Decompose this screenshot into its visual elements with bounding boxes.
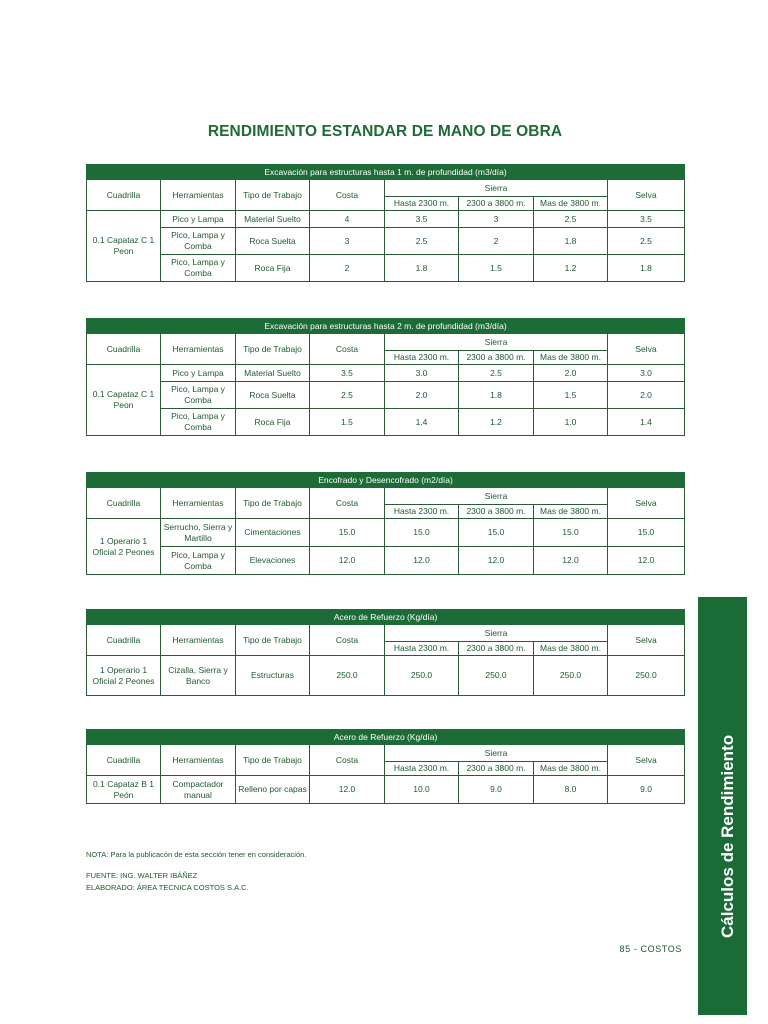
costa-cell: 3 <box>310 228 385 255</box>
sierra-mas-3800-cell: 1.0 <box>534 409 608 436</box>
costa-cell: 12.0 <box>310 547 385 575</box>
table-row <box>87 519 685 547</box>
header-sierra-mas-3800: Mas de 3800 m. <box>534 642 608 656</box>
sierra-mas-3800-cell: 8.0 <box>534 776 608 804</box>
header-costa: Costa <box>310 745 385 776</box>
header-sierra: Sierra <box>385 745 608 762</box>
header-sierra-mas-3800: Mas de 3800 m. <box>534 505 608 519</box>
header-sierra-mas-3800: Mas de 3800 m. <box>534 197 608 211</box>
tipo-trabajo-cell: Elevaciones <box>236 547 310 575</box>
header-tipo-trabajo: Tipo de Trabajo <box>236 180 310 211</box>
rendimiento-table <box>86 472 685 575</box>
header-sierra: Sierra <box>385 180 608 197</box>
header-sierra-hasta-2300: Hasta 2300 m. <box>385 351 459 365</box>
header-sierra-hasta-2300: Hasta 2300 m. <box>385 642 459 656</box>
tipo-trabajo-cell: Estructuras <box>236 656 310 696</box>
sierra-2300-3800-cell: 9.0 <box>459 776 534 804</box>
sierra-hasta-2300-cell: 3.0 <box>385 365 459 382</box>
header-cuadrilla: Cuadrilla <box>87 488 161 519</box>
herramientas-cell: Pico, Lampa y Comba <box>161 409 236 436</box>
cuadrilla-cell: 0.1 Capataz C 1 Peon <box>87 365 161 436</box>
herramientas-cell: Pico y Lampa <box>161 211 236 228</box>
header-sierra-2300-3800: 2300 a 3800 m. <box>459 197 534 211</box>
cuadrilla-cell: 1 Operario 1 Oficial 2 Peones <box>87 656 161 696</box>
header-sierra-hasta-2300: Hasta 2300 m. <box>385 197 459 211</box>
page-number: 85 - COSTOS <box>619 944 682 954</box>
header-sierra-mas-3800: Mas de 3800 m. <box>534 351 608 365</box>
page-title: RENDIMIENTO ESTANDAR DE MANO DE OBRA <box>207 123 563 140</box>
selva-cell: 2.0 <box>608 382 685 409</box>
header-cuadrilla: Cuadrilla <box>87 625 161 656</box>
header-costa: Costa <box>310 488 385 519</box>
sierra-hasta-2300-cell: 1.4 <box>385 409 459 436</box>
selva-cell: 1.8 <box>608 255 685 282</box>
header-cuadrilla: Cuadrilla <box>87 334 161 365</box>
table-row <box>87 382 685 409</box>
table-title: Acero de Refuerzo (Kg/día) <box>87 610 685 625</box>
header-cuadrilla: Cuadrilla <box>87 745 161 776</box>
selva-cell: 1.4 <box>608 409 685 436</box>
header-costa: Costa <box>310 180 385 211</box>
header-selva: Selva <box>608 625 685 656</box>
sierra-hasta-2300-cell: 12.0 <box>385 547 459 575</box>
sierra-mas-3800-cell: 250.0 <box>534 656 608 696</box>
header-herramientas: Herramientas <box>161 745 236 776</box>
table-row <box>87 409 685 436</box>
selva-cell: 3.5 <box>608 211 685 228</box>
sierra-mas-3800-cell: 2.0 <box>534 365 608 382</box>
costa-cell: 12.0 <box>310 776 385 804</box>
selva-cell: 250.0 <box>608 656 685 696</box>
cuadrilla-cell: 0.1 Capataz B 1 Peón <box>87 776 161 804</box>
sierra-mas-3800-cell: 1.8 <box>534 228 608 255</box>
header-herramientas: Herramientas <box>161 625 236 656</box>
selva-cell: 15.0 <box>608 519 685 547</box>
side-tab-label: Cálculos de Rendimiento <box>718 734 737 938</box>
header-sierra: Sierra <box>385 488 608 505</box>
selva-cell: 3.0 <box>608 365 685 382</box>
rendimiento-table <box>86 318 685 436</box>
costa-cell: 2 <box>310 255 385 282</box>
sierra-2300-3800-cell: 2 <box>459 228 534 255</box>
sierra-hasta-2300-cell: 2.0 <box>385 382 459 409</box>
costa-cell: 250.0 <box>310 656 385 696</box>
selva-cell: 9.0 <box>608 776 685 804</box>
sierra-hasta-2300-cell: 250.0 <box>385 656 459 696</box>
selva-cell: 12.0 <box>608 547 685 575</box>
note-text: NOTA: Para la publicacón de esta sección tener en consideración. <box>86 850 307 859</box>
table-row <box>87 776 685 804</box>
tipo-trabajo-cell: Roca Fija <box>236 409 310 436</box>
table-row <box>87 228 685 255</box>
sierra-hasta-2300-cell: 2.5 <box>385 228 459 255</box>
herramientas-cell: Pico, Lampa y Comba <box>161 547 236 575</box>
costa-cell: 2.5 <box>310 382 385 409</box>
source-text: FUENTE: ING. WALTER IBÁÑEZ <box>86 871 198 880</box>
sierra-2300-3800-cell: 15.0 <box>459 519 534 547</box>
table-title: Excavación para estructuras hasta 2 m. de profundidad (m3/día) <box>87 319 685 334</box>
herramientas-cell: Compactador manual <box>161 776 236 804</box>
sierra-mas-3800-cell: 1.2 <box>534 255 608 282</box>
sierra-2300-3800-cell: 12.0 <box>459 547 534 575</box>
costa-cell: 15.0 <box>310 519 385 547</box>
herramientas-cell: Pico, Lampa y Comba <box>161 382 236 409</box>
costa-cell: 4 <box>310 211 385 228</box>
header-selva: Selva <box>608 745 685 776</box>
cuadrilla-cell: 0.1 Capataz C 1 Peon <box>87 211 161 282</box>
herramientas-cell: Pico y Lampa <box>161 365 236 382</box>
selva-cell: 2.5 <box>608 228 685 255</box>
header-sierra-mas-3800: Mas de 3800 m. <box>534 762 608 776</box>
header-sierra: Sierra <box>385 625 608 642</box>
sierra-hasta-2300-cell: 1.8 <box>385 255 459 282</box>
rendimiento-table <box>86 729 685 804</box>
header-herramientas: Herramientas <box>161 488 236 519</box>
herramientas-cell: Serrucho, Sierra y Martillo <box>161 519 236 547</box>
header-tipo-trabajo: Tipo de Trabajo <box>236 488 310 519</box>
header-sierra-2300-3800: 2300 a 3800 m. <box>459 762 534 776</box>
sierra-2300-3800-cell: 1.8 <box>459 382 534 409</box>
table-row <box>87 211 685 228</box>
header-tipo-trabajo: Tipo de Trabajo <box>236 745 310 776</box>
herramientas-cell: Pico, Lampa y Comba <box>161 228 236 255</box>
sierra-mas-3800-cell: 2.5 <box>534 211 608 228</box>
header-tipo-trabajo: Tipo de Trabajo <box>236 334 310 365</box>
tipo-trabajo-cell: Roca Fija <box>236 255 310 282</box>
elaborated-by-text: ELABORADO: ÁREA TECNICA COSTOS S.A.C. <box>86 883 249 892</box>
tipo-trabajo-cell: Roca Suelta <box>236 382 310 409</box>
header-sierra-hasta-2300: Hasta 2300 m. <box>385 505 459 519</box>
sierra-hasta-2300-cell: 10.0 <box>385 776 459 804</box>
header-costa: Costa <box>310 334 385 365</box>
sierra-2300-3800-cell: 2.5 <box>459 365 534 382</box>
table-row <box>87 255 685 282</box>
header-selva: Selva <box>608 334 685 365</box>
sierra-hasta-2300-cell: 15.0 <box>385 519 459 547</box>
header-costa: Costa <box>310 625 385 656</box>
header-herramientas: Herramientas <box>161 334 236 365</box>
sierra-hasta-2300-cell: 3.5 <box>385 211 459 228</box>
table-row <box>87 365 685 382</box>
costa-cell: 3.5 <box>310 365 385 382</box>
sierra-2300-3800-cell: 1.5 <box>459 255 534 282</box>
header-sierra-2300-3800: 2300 a 3800 m. <box>459 351 534 365</box>
herramientas-cell: Pico, Lampa y Comba <box>161 255 236 282</box>
header-sierra-2300-3800: 2300 a 3800 m. <box>459 642 534 656</box>
header-herramientas: Herramientas <box>161 180 236 211</box>
header-cuadrilla: Cuadrilla <box>87 180 161 211</box>
herramientas-cell: Cizalla, Sierra y Banco <box>161 656 236 696</box>
sierra-2300-3800-cell: 3 <box>459 211 534 228</box>
sierra-mas-3800-cell: 1.5 <box>534 382 608 409</box>
header-sierra-hasta-2300: Hasta 2300 m. <box>385 762 459 776</box>
table-title: Excavación para estructuras hasta 1 m. de profundidad (m3/día) <box>87 165 685 180</box>
header-sierra-2300-3800: 2300 a 3800 m. <box>459 505 534 519</box>
sierra-mas-3800-cell: 12.0 <box>534 547 608 575</box>
sierra-2300-3800-cell: 1.2 <box>459 409 534 436</box>
sierra-mas-3800-cell: 15.0 <box>534 519 608 547</box>
tipo-trabajo-cell: Relleno por capas <box>236 776 310 804</box>
header-sierra: Sierra <box>385 334 608 351</box>
table-title: Acero de Refuerzo (Kg/día) <box>87 730 685 745</box>
table-row <box>87 656 685 696</box>
tipo-trabajo-cell: Cimentaciones <box>236 519 310 547</box>
tipo-trabajo-cell: Roca Suelta <box>236 228 310 255</box>
sierra-2300-3800-cell: 250.0 <box>459 656 534 696</box>
costa-cell: 1.5 <box>310 409 385 436</box>
rendimiento-table <box>86 609 685 696</box>
tipo-trabajo-cell: Material Suelto <box>236 365 310 382</box>
header-selva: Selva <box>608 488 685 519</box>
section-side-tab <box>698 597 747 1015</box>
header-tipo-trabajo: Tipo de Trabajo <box>236 625 310 656</box>
header-selva: Selva <box>608 180 685 211</box>
rendimiento-table <box>86 164 685 282</box>
table-row <box>87 547 685 575</box>
cuadrilla-cell: 1 Operario 1 Oficial 2 Peones <box>87 519 161 575</box>
table-title: Encofrado y Desencofrado (m2/día) <box>87 473 685 488</box>
tipo-trabajo-cell: Material Suelto <box>236 211 310 228</box>
